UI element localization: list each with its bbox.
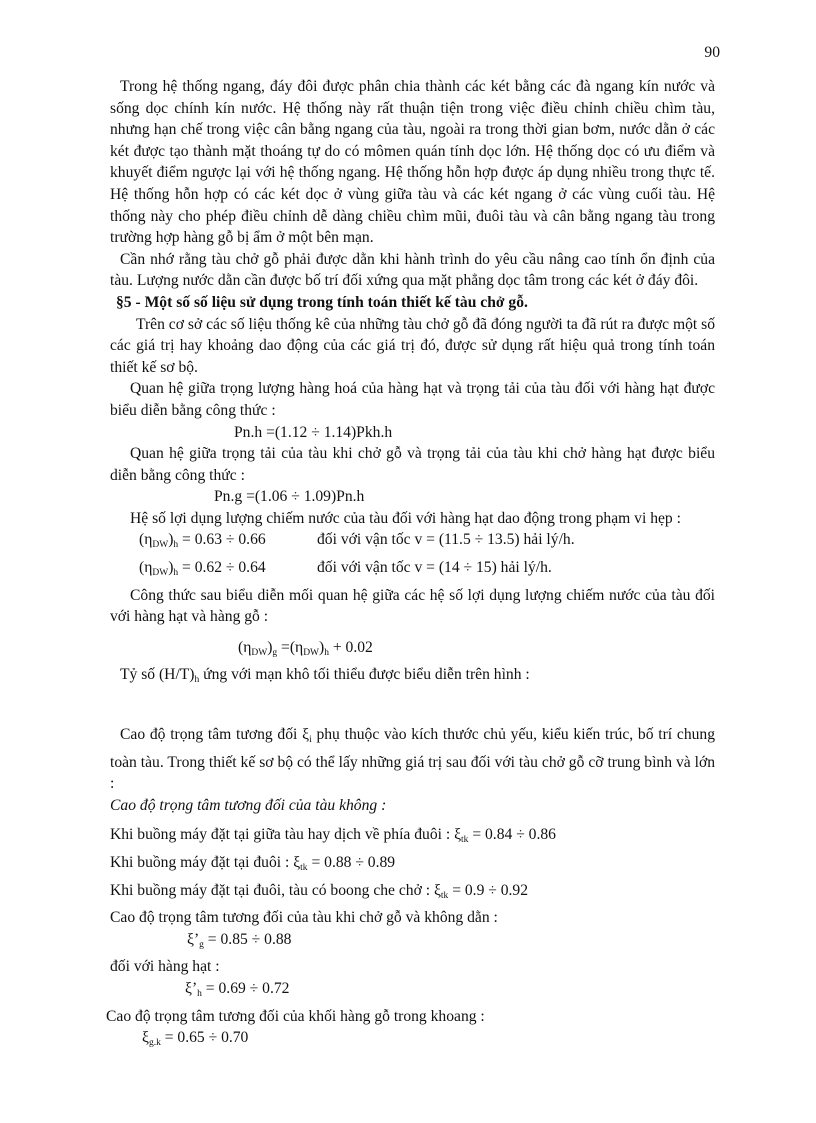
condition-1-value: = 0.63 ÷ 0.66 (178, 531, 266, 549)
formula-xi-h: $\xi’_h = 0.69 \div 0.72$ (185, 979, 290, 999)
paragraph-coefficient-relation: Công thức sau biểu diễn mối quan hệ giữa các hệ số lợi dụng lượng chiếm nước của tàu đối với hàng hạt và hàng gỗ : (110, 586, 715, 626)
figure-placeholder (110, 692, 715, 724)
paragraph-transverse-system: Trong hệ thống ngang, đáy đôi được phân chia thành các két bằng các đà ngang kín nước và sống dọc chính kín nước. Hệ thống này rất thuận tiện trong việc điều chỉnh chiều chìm tàu, nhưng hạn chế trong việc cân bằng ngang của tàu, ngoài ra trong thời gian bơm, nước dằn ở các két được tạo thành mặt thoáng tự do có mômen quán tính dọc lớn. Hệ thống dọc có ưu điểm và khuyết điểm ngược lại với hệ thống ngang. Hệ thống hỗn hợp được áp dụng nhiều trong thực tế. Hệ thống hỗn hợp có các két dọc ở vùng giữa tàu và các két ngang ở các vùng cuối tàu. Hệ thống này cho phép điều chỉnh dễ dàng chiều chìm mũi, đuôi tàu và cân bằng ngang tàu trong trường hợp hàng gỗ bị ẩm ở một bên mạn. (110, 78, 715, 247)
condition-2-value: = 0.62 ÷ 0.64 (178, 559, 266, 577)
condition-row-1: $(\eta_{DW})_h = 0.63 \div 0.66$ đối với vận tốc v = (11.5 ÷ 13.5) hải lý/h. (110, 529, 715, 557)
loaded-timber-line: Cao độ trọng tâm tương đối của tàu khi chở gỗ và không dằn : (110, 909, 498, 927)
paragraph-timber-relation: Quan hệ giữa trọng tải của tàu khi chở gỗ và trọng tải của tàu khi chở hàng hạt được biểu diễn bằng công thức : (110, 445, 715, 484)
page-content (106, 76, 716, 1055)
paragraph-ballast: Cần nhớ rằng tàu chở gỗ phải được dằn khi hành trình do yêu cầu nâng cao tính ổn định của tàu. Lượng nước dằn cần được bố trí đối xứng qua mặt phẳng dọc tâm trong các két ở đáy đôi. (110, 250, 715, 290)
engine-aft-shelter-line: Khi buồng máy đặt tại đuôi, tàu có boong che chở : $\xi_{tk} = 0.9 \div 0.92$ (110, 881, 529, 901)
condition-row-2: $(\eta_{DW})_h = 0.62 \div 0.64$ đối với vận tốc v = (14 ÷ 15) hải lý/h. (110, 557, 715, 585)
paragraph-grain-relation: Quan hệ giữa trọng lượng hàng hoá của hàng hạt và trọng tải của tàu đối với hàng hạt được biểu diễn bằng công thức : (110, 380, 715, 419)
paragraph-statistics: Trên cơ sở các số liệu thống kê của những tàu chở gỗ đã đóng người ta đã rút ra được một số các giá trị hay khoảng dao động của các giá trị đó, được sử dụng rất hiệu quả trong tính toán thiết kế sơ bộ. (110, 315, 715, 376)
condition-2-text: đối với vận tốc v = (14 ÷ 15) hải lý/h. (317, 559, 552, 577)
formula-eta: $(\eta_{DW})_g =(\eta_{DW})_h + 0.02$ (238, 638, 373, 658)
paragraph-coefficient: Hệ số lợi dụng lượng chiếm nước của tàu đối với hàng hạt dao động trong phạm vi hẹp : (130, 509, 681, 527)
engine-aft-line: Khi buồng máy đặt tại đuôi : $\xi_{tk} = 0.88 \div 0.89$ (110, 854, 396, 873)
formula-pnh: Pn.h =(1.12 ÷ 1.14)Pkh.h (234, 423, 393, 441)
italic-subheading: Cao độ trọng tâm tương đối của tàu không : (110, 796, 387, 814)
formula-xi-g: $\xi’_g = 0.85 \div 0.88$ (187, 930, 292, 950)
engine-midship-line: Khi buồng máy đặt tại giữa tàu hay dịch về phía đuôi : $\xi_{tk} = 0.84 \div 0.86$ (110, 826, 556, 846)
formula-xi-gk: $\xi_{g.k} = 0.65 \div 0.70$ (142, 1029, 249, 1049)
page-number: 90 (704, 44, 720, 61)
condition-1-text: đối với vận tốc v = (11.5 ÷ 13.5) hải lý/h. (317, 531, 575, 549)
timber-block-line: Cao độ trọng tâm tương đối của khối hàng gỗ trong khoang : (106, 1007, 485, 1025)
eta-symbol: η (144, 559, 153, 577)
grain-line: đối với hàng hạt : (110, 958, 220, 976)
section-heading: §5 - Một số số liệu sử dụng trong tính toán thiết kế tàu chở gỗ. (116, 293, 528, 311)
paragraph-ratio: Tỷ số $(H/T)_h$ ứng với mạn khô tối thiểu được biểu diễn trên hình : (120, 666, 530, 686)
paragraph-center-of-gravity: Cao độ trọng tâm tương đối $\xi_i$ phụ thuộc vào kích thước chủ yếu, kiểu kiến trúc, bố trí chung toàn tàu. Trong thiết kế sơ bộ có thể lấy những giá trị sau đối với tàu chở gỗ cỡ trung bình và lớn : (110, 726, 716, 793)
eta-symbol: η (144, 531, 153, 549)
formula-png: Pn.g =(1.06 ÷ 1.09)Pn.h (214, 488, 365, 506)
